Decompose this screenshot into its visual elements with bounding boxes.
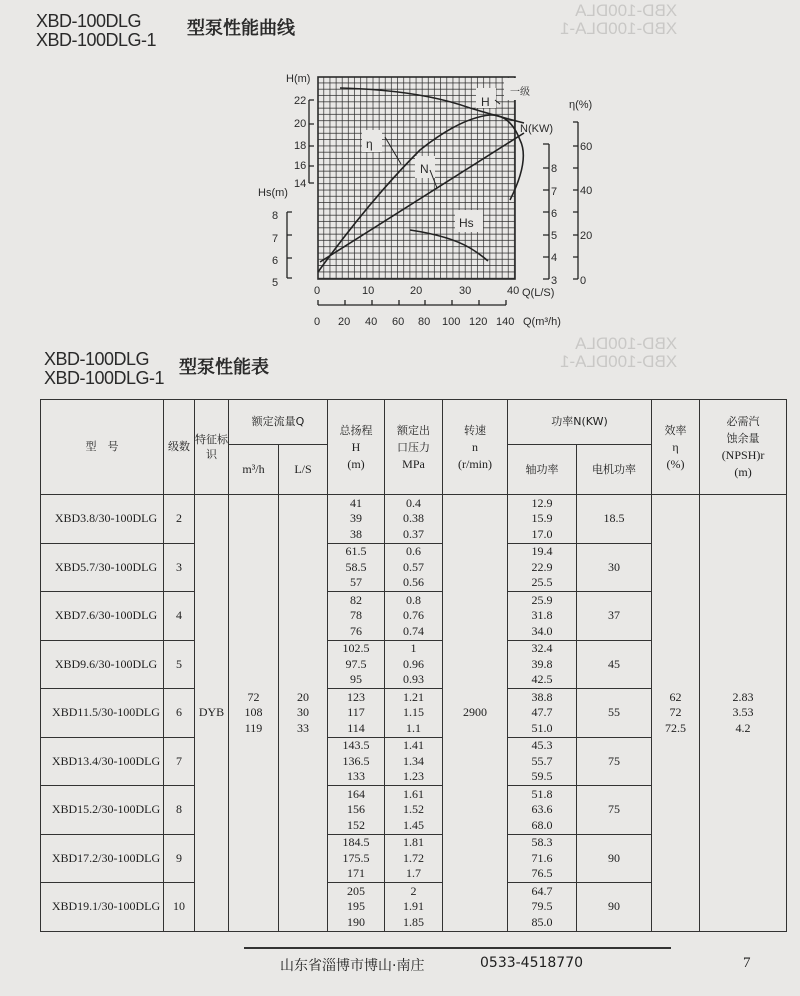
svg-text:Hs(m): Hs(m) [258,187,288,199]
svg-text:8: 8 [551,163,558,175]
header-pressure: 额定出 口压力 MPa [385,400,443,495]
cell-head: 61.5 58.5 57 [328,543,385,592]
show-through-text: XBD-100DLA XBD-100DLA-1 [560,334,678,371]
cell-head: 102.5 97.5 95 [328,640,385,689]
cell-model: XBD7.6/30-100DLG [41,592,164,641]
header-efficiency: 效率 η (%) [652,400,700,495]
cell-model: XBD9.6/30-100DLG [41,640,164,689]
header-motor-power: 电机功率 [577,445,652,495]
curve-section-title: 型泵性能曲线 [187,18,295,39]
cell-shaft-power: 58.3 71.6 76.5 [508,834,577,883]
svg-text:20: 20 [294,118,307,130]
curve-model-line1: XBD-100DLG [36,11,142,31]
svg-text:5: 5 [551,230,558,242]
cell-model: XBD3.8/30-100DLG [41,495,164,544]
cell-head: 205 195 190 [328,883,385,932]
cell-model: XBD13.4/30-100DLG [41,737,164,786]
cell-stages: 5 [164,640,195,689]
table-row [41,495,787,544]
cell-motor-power: 75 [577,786,652,835]
curve-label-Hs: Hs [459,216,474,230]
header-stages: 级数 [164,400,195,495]
svg-text:7: 7 [272,233,279,245]
header-model: 型 号 [41,400,164,495]
cell-model: XBD5.7/30-100DLG [41,543,164,592]
svg-text:30: 30 [459,285,472,297]
cell-flow-m3h: 72 108 119 [229,495,279,932]
cell-pressure: 1.41 1.34 1.23 [385,737,443,786]
cell-head: 82 78 76 [328,592,385,641]
cell-stages: 2 [164,495,195,544]
header-head: 总扬程 H (m) [328,400,385,495]
svg-text:Q(L/S): Q(L/S) [522,287,555,299]
cell-motor-power: 18.5 [577,495,652,544]
svg-text:10: 10 [362,285,375,297]
cell-shaft-power: 25.9 31.8 34.0 [508,592,577,641]
label-stage: 一级 [510,87,530,98]
svg-text:40: 40 [580,185,593,197]
cell-motor-power: 45 [577,640,652,689]
svg-text:4: 4 [551,252,558,264]
cell-model: XBD19.1/30-100DLG [41,883,164,932]
footer-address: 山东省淄博市博山·南庄 [280,958,425,974]
cell-stages: 8 [164,786,195,835]
svg-text:5: 5 [272,277,279,289]
svg-text:100: 100 [442,316,461,328]
svg-text:20: 20 [580,230,593,242]
cell-pressure: 1 0.96 0.93 [385,640,443,689]
cell-shaft-power: 19.4 22.9 25.5 [508,543,577,592]
footer-phone: 0533-4518770 [480,955,584,971]
header-flow: 额定流量Q [229,400,328,445]
svg-text:H(m): H(m) [286,73,311,85]
table-model-line1: XBD-100DLG [44,349,150,369]
svg-text:Q(m³/h): Q(m³/h) [523,316,561,328]
cell-head: 41 39 38 [328,495,385,544]
cell-npsh: 2.83 3.53 4.2 [700,495,787,932]
cell-shaft-power: 38.8 47.7 51.0 [508,689,577,738]
cell-stages: 3 [164,543,195,592]
performance-table [40,399,787,932]
cell-head: 143.5 136.5 133 [328,737,385,786]
svg-text:60: 60 [392,316,405,328]
axis-N [520,123,557,287]
svg-text:η(%): η(%) [569,99,593,111]
cell-feature: DYB [195,495,229,932]
cell-shaft-power: 45.3 55.7 59.5 [508,737,577,786]
cell-pressure: 1.61 1.52 1.45 [385,786,443,835]
axis-Hs [258,187,292,289]
svg-text:40: 40 [507,285,520,297]
table-model-names [44,350,164,388]
svg-text:6: 6 [551,208,558,220]
cell-stages: 6 [164,689,195,738]
svg-text:N(KW): N(KW) [520,123,553,135]
header-feature: 特征标识 [195,400,229,495]
svg-text:0: 0 [580,275,587,287]
cell-motor-power: 55 [577,689,652,738]
header-power: 功率N(KW) [508,400,652,445]
cell-pressure: 1.21 1.15 1.1 [385,689,443,738]
header-flow-ls: L/S [279,445,328,495]
curve-label-eta: η [366,137,373,151]
curve-label-H: H [481,95,490,109]
cell-shaft-power: 32.4 39.8 42.5 [508,640,577,689]
cell-model: XBD11.5/30-100DLG [41,689,164,738]
cell-pressure: 1.81 1.72 1.7 [385,834,443,883]
cell-stages: 7 [164,737,195,786]
footer-divider [244,947,671,949]
axis-eta [569,99,592,287]
svg-text:14: 14 [294,178,307,190]
svg-text:0: 0 [314,285,321,297]
cell-shaft-power: 64.7 79.5 85.0 [508,883,577,932]
svg-text:7: 7 [551,186,558,198]
svg-text:6: 6 [272,255,279,267]
cell-stages: 4 [164,592,195,641]
axis-H [286,73,314,190]
svg-text:80: 80 [418,316,431,328]
svg-text:8: 8 [272,210,279,222]
cell-speed: 2900 [443,495,508,932]
cell-model: XBD17.2/30-100DLG [41,834,164,883]
svg-text:40: 40 [365,316,378,328]
cell-motor-power: 75 [577,737,652,786]
axis-Q-ls [314,285,554,299]
cell-flow-ls: 20 30 33 [279,495,328,932]
show-through-text: XBD-100DLA XBD-100DLA-1 [560,1,678,38]
svg-text:3: 3 [551,275,558,287]
cell-head: 123 117 114 [328,689,385,738]
cell-pressure: 0.6 0.57 0.56 [385,543,443,592]
table-model-line2: XBD-100DLG-1 [44,368,165,388]
svg-text:22: 22 [294,95,307,107]
cell-motor-power: 90 [577,834,652,883]
curve-model-line2: XBD-100DLG-1 [36,30,157,50]
chart-grid [318,77,539,279]
cell-model: XBD15.2/30-100DLG [41,786,164,835]
header-speed: 转速 n (r/min) [443,400,508,495]
cell-stages: 9 [164,834,195,883]
cell-motor-power: 90 [577,883,652,932]
cell-pressure: 2 1.91 1.85 [385,883,443,932]
performance-curve-chart [0,0,800,340]
header-flow-m3h: m³/h [229,445,279,495]
svg-text:18: 18 [294,140,307,152]
cell-head: 184.5 175.5 171 [328,834,385,883]
svg-text:140: 140 [496,316,515,328]
cell-shaft-power: 51.8 63.6 68.0 [508,786,577,835]
cell-motor-power: 30 [577,543,652,592]
cell-pressure: 0.8 0.76 0.74 [385,592,443,641]
svg-text:20: 20 [410,285,423,297]
cell-efficiency: 62 72 72.5 [652,495,700,932]
cell-stages: 10 [164,883,195,932]
cell-shaft-power: 12.9 15.9 17.0 [508,495,577,544]
cell-motor-power: 37 [577,592,652,641]
svg-text:120: 120 [469,316,488,328]
cell-head: 164 156 152 [328,786,385,835]
header-shaft-power: 轴功率 [508,445,577,495]
svg-text:60: 60 [580,141,593,153]
cell-pressure: 0.4 0.38 0.37 [385,495,443,544]
svg-text:20: 20 [338,316,351,328]
page-number: 7 [743,955,751,971]
svg-text:0: 0 [314,316,321,328]
svg-text:16: 16 [294,160,307,172]
curve-label-N: N [420,162,429,176]
header-npsh: 必需汽 蚀余量 (NPSH)r (m) [700,400,787,495]
axis-Q-m3h [314,300,561,328]
table-section-title: 型泵性能表 [179,357,269,378]
